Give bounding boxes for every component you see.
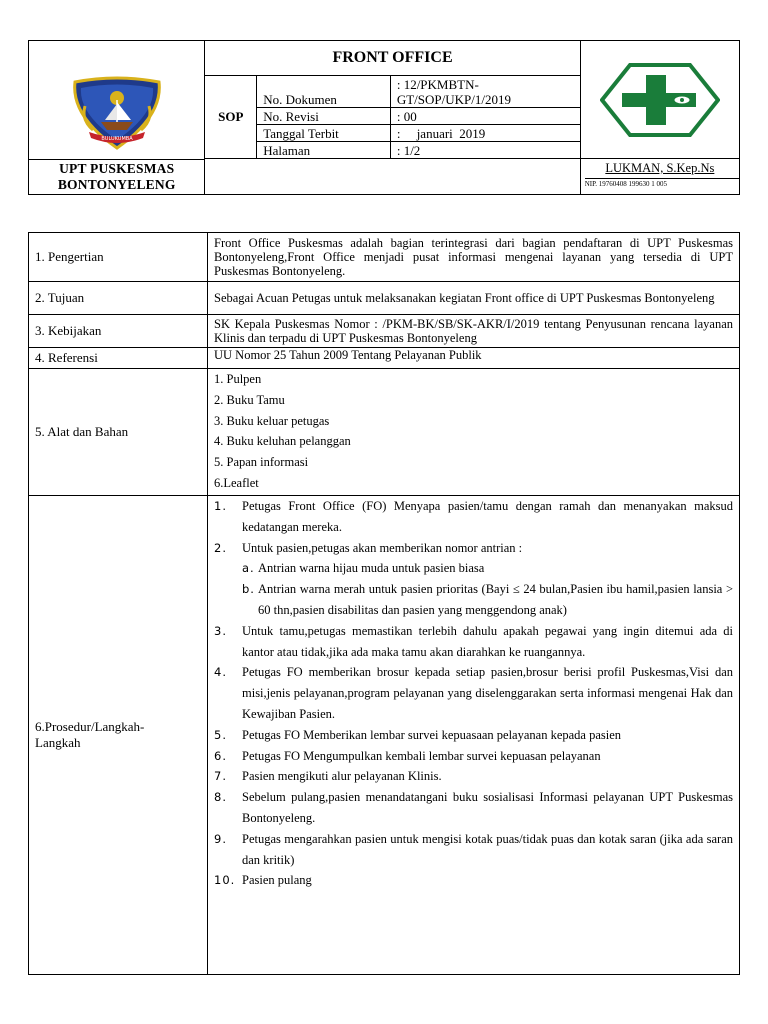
signer-nip: NIP. 19760408 199630 1 005 (585, 178, 739, 188)
step-text: Petugas FO memberikan brosur kepada setiap pasien,brosur berisi profil Puskesmas,Visi dan misi,jenis pelayanan,program pelayanan yang diselenggarakan serta informasi mengenai Hak dan Kewajiban Pasien. (242, 665, 733, 721)
puskesmas-logo-icon (600, 63, 720, 137)
row-referensi (29, 348, 740, 369)
step-number: 10. (214, 873, 236, 888)
row-alat-bahan (29, 369, 740, 496)
list-item (242, 579, 733, 621)
meta-label-tanggal-terbit: Tanggal Terbit (257, 125, 391, 142)
sub-step-text: Antrian warna hijau muda untuk pasien biasa (258, 561, 485, 576)
list-item (208, 621, 733, 663)
meta-label-no-dokumen: No. Dokumen (257, 76, 391, 108)
meta-value-no-revisi: : 00 (390, 108, 580, 125)
sub-step-text: Antrian warna merah untuk pasien prioritas (Bayi ≤ 24 bulan,Pasien ibu hamil,pasien lansia > 60 thn,pasien disabilitas dan pasien yang menggendong anak) (258, 582, 733, 617)
list-item (208, 766, 733, 787)
label-pengertian: 1. Pengertian (29, 233, 208, 282)
sub-step-letter: a. (242, 561, 255, 576)
step-number: 5. (214, 727, 227, 742)
regency-logo-cell (29, 41, 205, 160)
list-item: 5. Papan informasi (214, 455, 309, 470)
sop-content-table (28, 232, 740, 975)
sub-step-letter: b. (242, 582, 255, 597)
list-item (208, 662, 733, 724)
step-number: 3. (214, 623, 227, 638)
text-pengertian: Front Office Puskesmas adalah bagian terintegrasi dari bagian pendaftaran di UPT Puskesmas Bontonyeleng,Front Office menjadi pusat informasi mengenai layanan yang tersedia di UPT Puskesmas Bontonyeleng. (208, 233, 740, 282)
meta-label-halaman: Halaman (257, 142, 391, 159)
label-alat-bahan: 5. Alat dan Bahan (29, 369, 208, 496)
org-name-line1: UPT PUSKESMAS (59, 161, 175, 176)
text-kebijakan: SK Kepala Puskesmas Nomor : /PKM-BK/SB/SK-AKR/I/2019 tentang Penyusunan rencana layanan Klinis dan terpadu di UPT Puskesmas Bontonyeleng (208, 315, 740, 348)
step-number: 1. (214, 499, 227, 513)
list-item: 3. Buku keluar petugas (214, 413, 330, 428)
header-blank-cell (205, 159, 580, 195)
list-item: 6.Leaflet (214, 475, 259, 490)
text-referensi: UU Nomor 25 Tahun 2009 Tentang Pelayanan Publik (208, 348, 740, 369)
step-number: 9. (214, 831, 227, 846)
step-text: Petugas mengarahkan pasien untuk mengisi kotak puas/tidak puas dan kotak saran (jika ada saran dan kritik) (242, 831, 733, 867)
meta-value-halaman: : 1/2 (390, 142, 580, 159)
list-item (208, 725, 733, 746)
organization-name (29, 160, 205, 195)
list-item (208, 538, 733, 621)
list-item (208, 787, 733, 829)
text-tujuan: Sebagai Acuan Petugas untuk melaksanakan kegiatan Front office di UPT Puskesmas Bontonyeleng (208, 282, 740, 315)
sop-label: SOP (205, 76, 257, 159)
org-name-line2: BONTONYELENG (57, 177, 176, 192)
list-item: 2. Buku Tamu (214, 392, 285, 407)
list-item: 4. Buku keluhan pelanggan (214, 434, 351, 449)
row-pengertian (29, 233, 740, 282)
list-item (208, 496, 733, 538)
sub-list (242, 558, 733, 620)
step-text: Untuk pasien,petugas akan memberikan nomor antrian : (242, 540, 523, 555)
label-prosedur (29, 496, 208, 975)
step-number: 6. (214, 748, 227, 763)
step-text: Petugas Front Office (FO) Menyapa pasien/tamu dengan ramah dan menanyakan maksud kedatangan mereka. (242, 499, 733, 534)
label-referensi: 4. Referensi (29, 348, 208, 369)
label-kebijakan: 3. Kebijakan (29, 315, 208, 348)
step-number: 4. (214, 665, 227, 680)
document-title: FRONT OFFICE (205, 41, 580, 76)
alat-bahan-cell (208, 369, 740, 496)
row-prosedur (29, 496, 740, 975)
meta-value-tanggal-terbit: : januari 2019 (390, 125, 580, 142)
label-prosedur-text: 6.Prosedur/Langkah-Langkah (35, 719, 145, 750)
signer-name: LUKMAN, S.Kep.Ns (605, 161, 715, 175)
prosedur-list (208, 496, 733, 891)
step-text: Sebelum pulang,pasien menandatangani buku sosialisasi Informasi pelayanan UPT Puskesmas Bontonyeleng. (242, 790, 733, 825)
bulukumba-regency-logo (67, 76, 167, 150)
list-item (242, 558, 733, 579)
label-tujuan: 2. Tujuan (29, 282, 208, 315)
row-tujuan (29, 282, 740, 315)
sop-body (28, 232, 740, 975)
step-text: Pasien pulang (242, 873, 312, 888)
step-number: 8. (214, 790, 227, 805)
step-text: Petugas FO Memberikan lembar survei kepuasaan pelayanan kepada pasien (242, 727, 622, 742)
meta-label-no-revisi: No. Revisi (257, 108, 391, 125)
meta-value-no-dokumen: : 12/PKMBTN-GT/SOP/UKP/1/2019 (390, 76, 580, 108)
list-item (208, 870, 733, 891)
step-text: Petugas FO Mengumpulkan kembali lembar survei kepuasan pelayanan (242, 748, 601, 763)
alat-bahan-list (214, 369, 733, 494)
step-text: Untuk tamu,petugas memastikan terlebih dahulu apakah pegawai yang ingin ditemui ada di kantor atau tidak,jika ada maka tamu akan diarahkan ke ruangannya. (242, 623, 733, 659)
list-item (208, 746, 733, 767)
prosedur-cell (208, 496, 740, 975)
sop-header (28, 40, 768, 194)
logo-banner-text: BULUKUMBA (101, 136, 133, 142)
puskesmas-logo-cell (580, 41, 739, 159)
row-kebijakan (29, 315, 740, 348)
step-number: 2. (214, 540, 227, 555)
header-table (28, 40, 740, 195)
step-text: Pasien mengikuti alur pelayanan Klinis. (242, 769, 442, 784)
step-number: 7. (214, 769, 227, 784)
list-item (208, 829, 733, 871)
list-item: 1. Pulpen (214, 372, 262, 386)
signature-block (580, 159, 739, 195)
